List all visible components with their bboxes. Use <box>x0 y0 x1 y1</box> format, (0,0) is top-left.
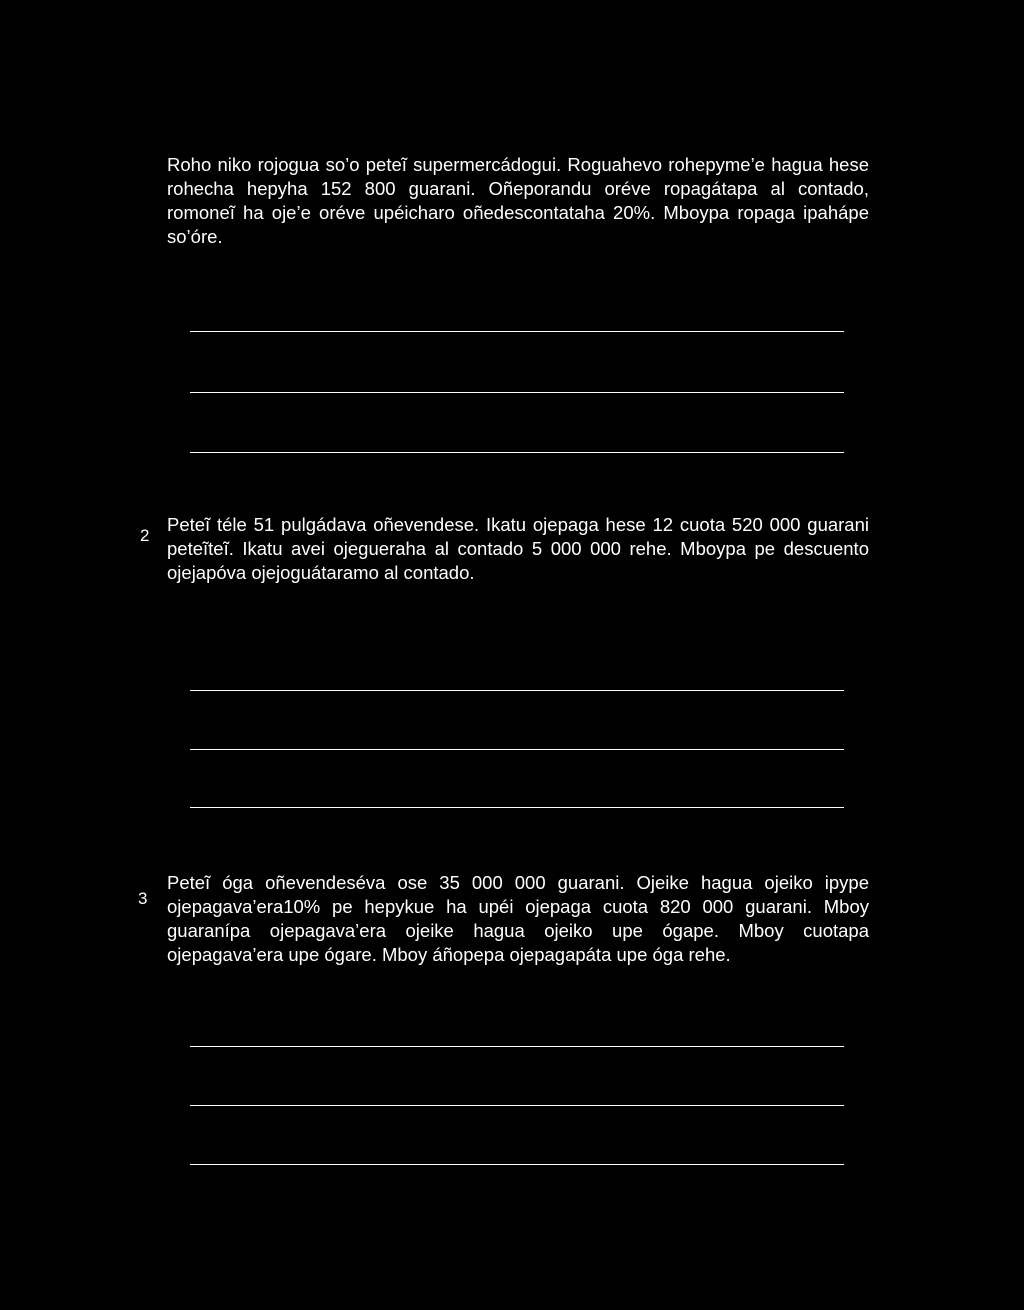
problem-1-text: Roho niko rojogua so’o peteĩ supermercádogui. Roguahevo rohepyme’e hagua hese rohecha hepyha 152 800 guarani. Oñeporandu oréve ropagátapa al contado, romoneĩ ha oje’e oréve upéicharo oñedescontataha 20%. Mboypa ropaga ipahápe so’óre. <box>167 154 869 247</box>
answer-line[interactable] <box>190 452 844 453</box>
problem-3-text: Peteĩ óga oñevendeséva ose 35 000 000 guarani. Ojeike hagua ojeiko ipype ojepagava’era10% pe hepykue ha upéi ojepaga cuota 820 000 guarani. Mboy guaranípa ojepagava’era ojeike hagua ojeiko upe ógape. Mboy cuotapa ojepagava’era upe ógare. Mboy áñopepa ojepagapáta upe óga rehe. <box>167 872 869 965</box>
answer-line[interactable] <box>190 1164 844 1165</box>
problem-2-number: 2 <box>140 526 150 545</box>
answer-line[interactable] <box>190 392 844 393</box>
problem-2-text: Peteĩ téle 51 pulgádava oñevendese. Ikatu ojepaga hese 12 cuota 520 000 guarani peteĩteĩ. Ikatu avei ojegueraha al contado 5 000 000 rehe. Mboypa pe descuento ojejapóva ojejoguátaramo al contado. <box>167 514 869 583</box>
answer-line[interactable] <box>190 1046 844 1047</box>
problem-3-number: 3 <box>138 889 148 908</box>
answer-line[interactable] <box>190 749 844 750</box>
answer-line[interactable] <box>190 1105 844 1106</box>
answer-line[interactable] <box>190 331 844 332</box>
answer-line[interactable] <box>190 690 844 691</box>
answer-line[interactable] <box>190 807 844 808</box>
